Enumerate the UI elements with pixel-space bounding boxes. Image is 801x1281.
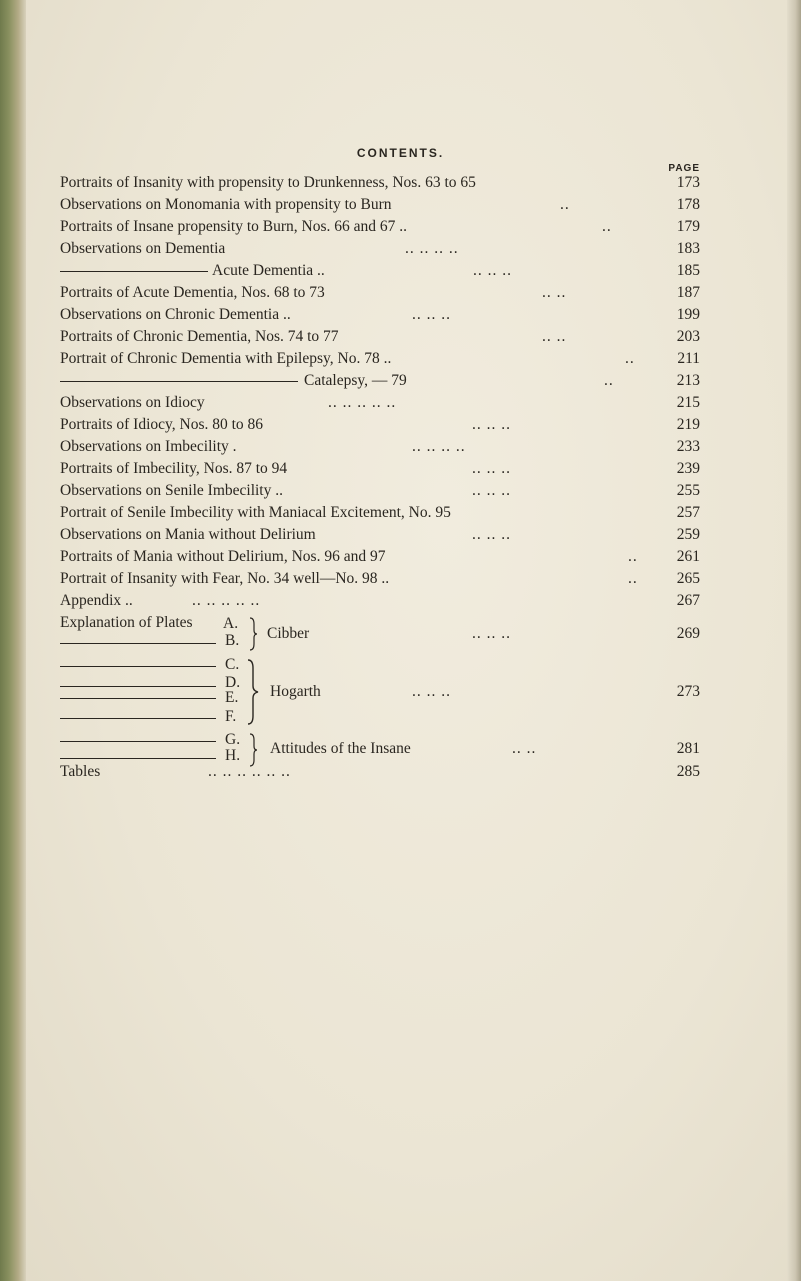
entry-page: 267 xyxy=(676,592,700,609)
leader-dots: .. xyxy=(560,196,570,213)
plate-group-label: Cibber xyxy=(267,625,310,642)
plate-group-label: Hogarth xyxy=(270,683,321,700)
entry-page: 285 xyxy=(676,763,700,780)
plate-group-row xyxy=(60,623,700,645)
entry-page: 173 xyxy=(676,174,700,191)
entry-title: Catalepsy, — 79 xyxy=(304,372,407,389)
plate-letter: A. xyxy=(223,615,239,632)
toc-entry xyxy=(60,414,700,436)
toc-entry xyxy=(60,260,700,282)
entry-page: 273 xyxy=(676,683,700,700)
entry-title: Appendix .. xyxy=(60,592,133,609)
toc-entry xyxy=(60,436,700,458)
toc-entry xyxy=(60,524,700,546)
plate-letter: H. xyxy=(225,747,241,764)
leader-dots: .. xyxy=(604,372,614,389)
leader-dots: .. .. .. xyxy=(472,526,511,543)
toc-entry xyxy=(60,546,700,568)
entry-title: Observations on Dementia xyxy=(60,240,226,257)
entry-title: Portraits of Insane propensity to Burn, Nos. 66 and 67 .. xyxy=(60,218,407,235)
entry-page: 265 xyxy=(676,570,700,587)
toc-entry xyxy=(60,458,700,480)
entry-title: Portrait of Insanity with Fear, No. 34 well—No. 98 .. xyxy=(60,570,390,587)
entry-title: Observations on Monomania with propensity to Burn xyxy=(60,196,392,213)
toc-entry xyxy=(60,590,700,612)
book-binding xyxy=(0,0,26,1281)
entry-page: 239 xyxy=(676,460,700,477)
entry-title: Portraits of Chronic Dementia, Nos. 74 to 77 xyxy=(60,328,339,345)
entry-page: 257 xyxy=(676,504,700,521)
toc-entry xyxy=(60,502,700,524)
leader-dots: .. .. .. xyxy=(412,306,451,323)
toc-entry xyxy=(60,194,700,216)
leader-dots: .. .. .. .. .. xyxy=(328,394,397,411)
entry-page: 281 xyxy=(676,740,700,757)
leader-dots: .. xyxy=(625,350,635,367)
entry-title: Portraits of Idiocy, Nos. 80 to 86 xyxy=(60,416,264,433)
entry-page: 199 xyxy=(676,306,700,323)
ditto-rule xyxy=(60,718,216,719)
entry-page: 211 xyxy=(677,350,700,367)
entry-title: Portraits of Insanity with propensity to Drunkenness, Nos. 63 to 65 xyxy=(60,174,476,191)
entry-page: 179 xyxy=(676,218,700,235)
toc-entry xyxy=(60,326,700,348)
entry-page: 185 xyxy=(676,262,700,279)
leader-dots: .. .. .. xyxy=(412,683,451,700)
leader-dots: .. xyxy=(602,218,612,235)
leader-dots: .. xyxy=(628,570,638,587)
toc-entry xyxy=(60,480,700,502)
leader-dots: .. .. xyxy=(512,740,537,757)
entry-page: 203 xyxy=(676,328,700,345)
entry-title: Observations on Chronic Dementia .. xyxy=(60,306,291,323)
plate-letter: G. xyxy=(225,731,241,748)
toc-entry xyxy=(60,172,700,194)
leader-dots: .. .. .. xyxy=(472,460,511,477)
entry-page: 261 xyxy=(676,548,700,565)
toc-entry xyxy=(60,568,700,590)
entry-title: Observations on Idiocy xyxy=(60,394,205,411)
plates-intro: Explanation of Plates xyxy=(60,614,193,631)
leader-dots: .. xyxy=(628,548,638,565)
ditto-rule xyxy=(60,271,208,272)
entry-page: 187 xyxy=(676,284,700,301)
plate-group-row xyxy=(60,738,700,760)
toc-entry xyxy=(60,392,700,414)
leader-dots: .. .. .. xyxy=(472,416,511,433)
entry-page: 215 xyxy=(676,394,700,411)
ditto-rule xyxy=(60,381,298,382)
entry-page: 233 xyxy=(676,438,700,455)
leader-dots: .. .. .. xyxy=(472,625,511,642)
plate-letter: D. xyxy=(225,674,241,691)
toc-entry xyxy=(60,761,700,783)
leader-dots: .. .. .. xyxy=(473,262,512,279)
plate-group-label: Attitudes of the Insane xyxy=(270,740,411,757)
toc-entry xyxy=(60,238,700,260)
ditto-rule xyxy=(60,666,216,667)
page-column-label: PAGE xyxy=(668,163,700,174)
entry-page: 178 xyxy=(676,196,700,213)
entry-page: 183 xyxy=(676,240,700,257)
leader-dots: .. .. .. xyxy=(472,482,511,499)
toc-entry xyxy=(60,282,700,304)
leader-dots: .. .. .. .. .. .. xyxy=(208,763,291,780)
entry-title: Portrait of Chronic Dementia with Epilepsy, No. 78 .. xyxy=(60,350,392,367)
toc-entry xyxy=(60,216,700,238)
entry-title: Observations on Mania without Delirium xyxy=(60,526,316,543)
leader-dots: .. .. xyxy=(542,284,567,301)
leader-dots: .. .. .. .. xyxy=(412,438,466,455)
page-edge xyxy=(787,0,801,1281)
leader-dots: .. .. xyxy=(542,328,567,345)
entry-page: 259 xyxy=(676,526,700,543)
entry-page: 213 xyxy=(676,372,700,389)
plate-letter: C. xyxy=(225,656,240,673)
plate-group-row xyxy=(60,681,700,703)
contents-heading: CONTENTS. xyxy=(356,146,445,160)
entry-title: Observations on Senile Imbecility .. xyxy=(60,482,283,499)
plate-letter: B. xyxy=(225,632,240,649)
entry-title: Portraits of Imbecility, Nos. 87 to 94 xyxy=(60,460,288,477)
entry-title: Tables xyxy=(60,763,101,780)
entry-title: Portrait of Senile Imbecility with Maniacal Excitement, No. 95 xyxy=(60,504,451,521)
entry-title: Observations on Imbecility . xyxy=(60,438,237,455)
entry-title: Acute Dementia .. xyxy=(212,262,325,279)
entry-title: Portraits of Mania without Delirium, Nos. 96 and 97 xyxy=(60,548,386,565)
leader-dots: .. .. .. .. .. xyxy=(192,592,261,609)
toc-entry xyxy=(60,370,700,392)
toc-entry xyxy=(60,348,700,370)
leader-dots: .. .. .. .. xyxy=(405,240,459,257)
entry-title: Portraits of Acute Dementia, Nos. 68 to 73 xyxy=(60,284,325,301)
toc-entry xyxy=(60,304,700,326)
plate-letter: E. xyxy=(225,689,239,706)
entry-page: 255 xyxy=(676,482,700,499)
plate-letter: F. xyxy=(225,708,237,725)
entry-page: 269 xyxy=(676,625,700,642)
entry-page: 219 xyxy=(676,416,700,433)
